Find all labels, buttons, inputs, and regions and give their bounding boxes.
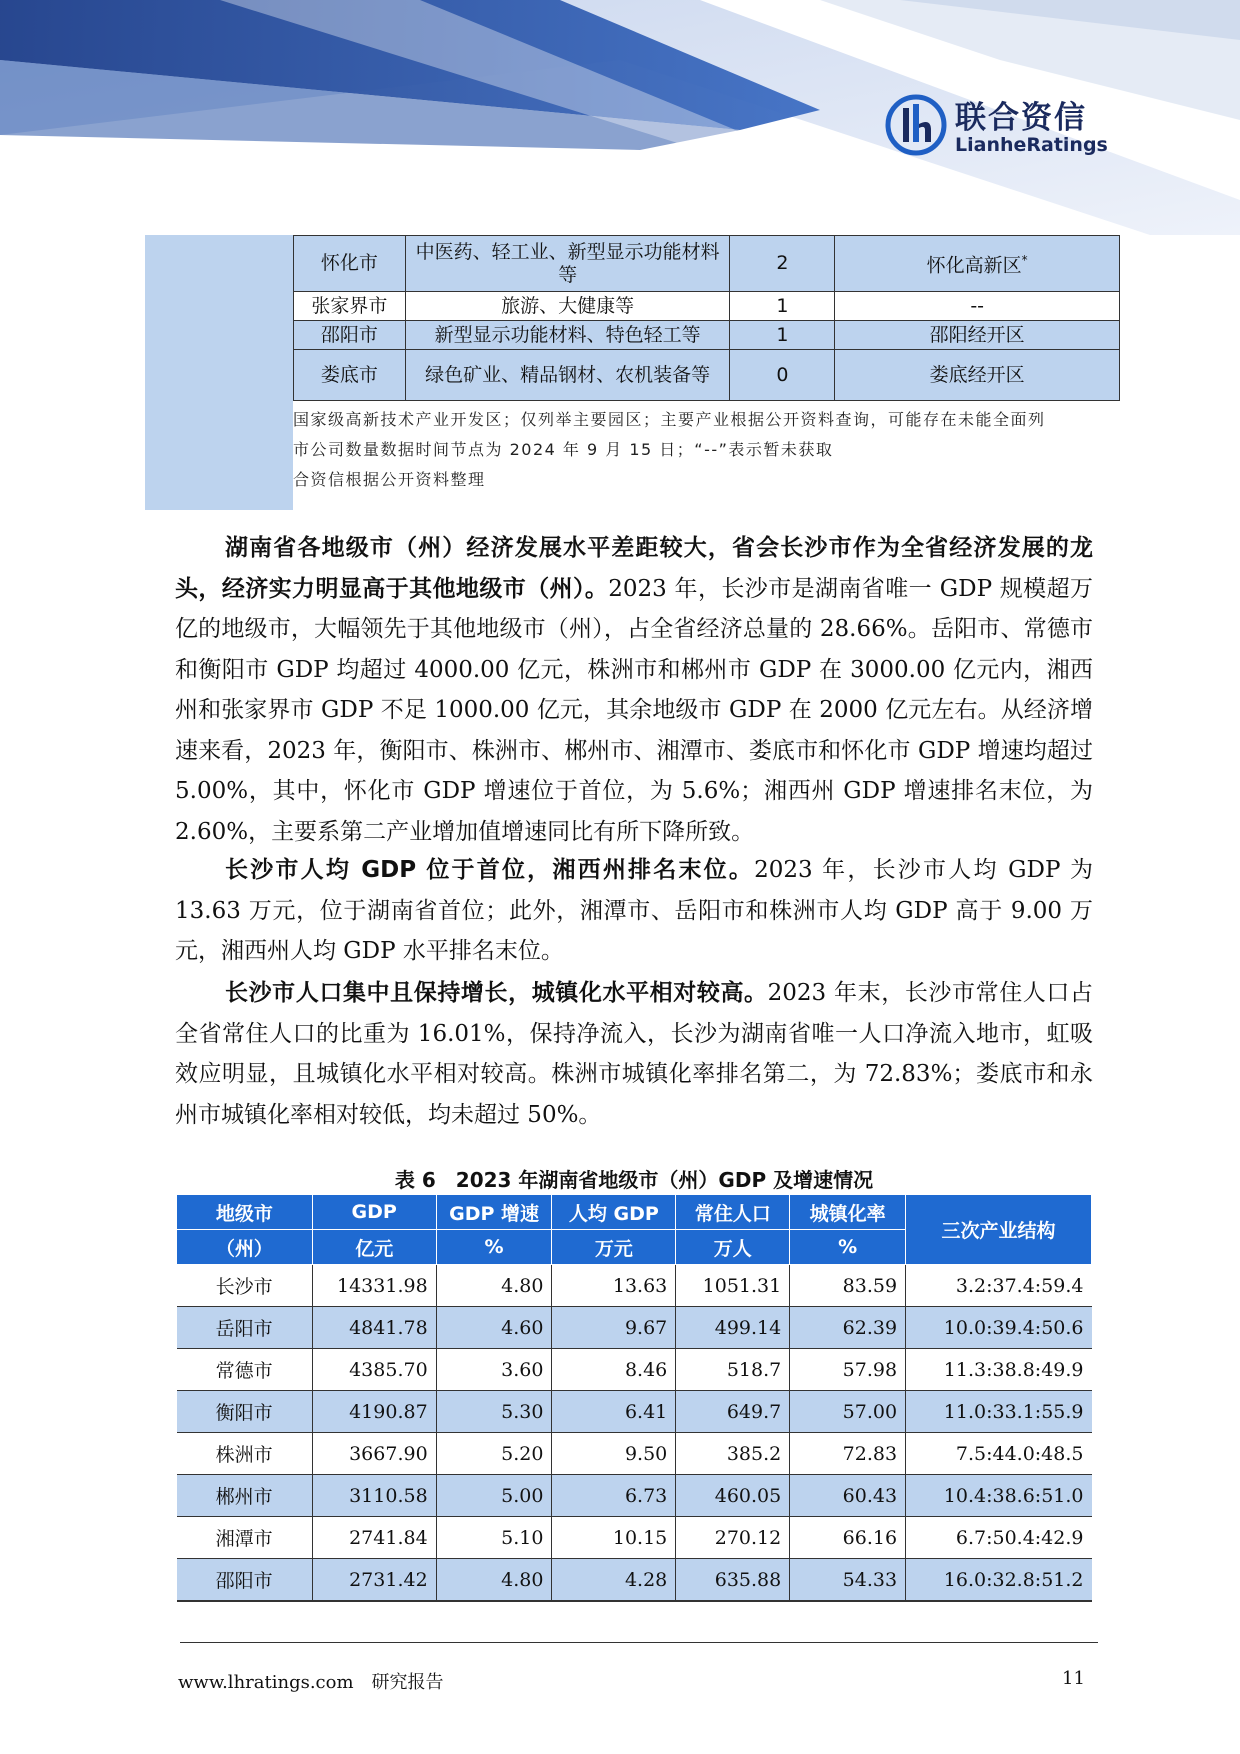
brand-logo <box>885 92 1108 164</box>
note-line: 合资信根据公开资料整理 <box>293 470 486 489</box>
table-row: 衡阳市 4190.87 5.30 6.41 649.7 57.00 11.0:33.1:55.9 <box>177 1391 1092 1433</box>
table-notes <box>293 405 1120 495</box>
header-gdp: GDP <box>312 1195 436 1230</box>
park-cell: -- <box>835 292 1120 321</box>
header-industry-structure: 三次产业结构 <box>906 1195 1092 1265</box>
city-cell: 张家界市 <box>294 292 406 321</box>
count-cell: 1 <box>730 321 835 350</box>
table-row: 邵阳市 2731.42 4.80 4.28 635.88 54.33 16.0:32.8:51.2 <box>177 1559 1092 1602</box>
note-line: 市公司数量数据时间节点为 2024 年 9 月 15 日；“--”表示暂未获取 <box>293 440 834 459</box>
logo-chinese-text: 联合资信 <box>955 100 1087 136</box>
table-row: 湘潭市 2741.84 5.10 10.15 270.12 66.16 6.7:50.4:42.9 <box>177 1517 1092 1559</box>
paragraph-1 <box>175 528 1093 852</box>
gdp-table <box>176 1194 1092 1602</box>
footer-divider <box>180 1642 1098 1643</box>
header-per-capita-unit: 万元 <box>552 1230 676 1265</box>
table-row <box>294 292 1120 321</box>
header-urbanization: 城镇化率 <box>790 1195 906 1230</box>
table-row: 长沙市 14331.98 4.80 13.63 1051.31 83.59 3.2:37.4:59.4 <box>177 1265 1092 1307</box>
city-cell: 怀化市 <box>294 236 406 292</box>
city-cell: 邵阳市 <box>294 321 406 350</box>
table-row <box>294 236 1120 292</box>
industrial-park-table <box>293 235 1120 401</box>
footer-left <box>178 1668 444 1694</box>
paragraph-2-text: 2023 年，长沙市人均 GDP 为 13.63 万元，位于湖南省首位；此外，湘潭市、岳阳市和株洲市人均 GDP 高于 9.00 万元，湘西州人均 GDP 水平排名末位。 <box>175 857 1093 964</box>
city-cell: 娄底市 <box>294 350 406 401</box>
table-header-row <box>177 1195 1092 1230</box>
table-row: 常德市 4385.70 3.60 8.46 518.7 57.98 11.3:38.8:49.9 <box>177 1349 1092 1391</box>
table-row: 郴州市 3110.58 5.00 6.73 460.05 60.43 10.4:38.6:51.0 <box>177 1475 1092 1517</box>
header-city: 地级市 <box>177 1195 313 1230</box>
park-cell: 怀化高新区* <box>835 236 1120 292</box>
paragraph-3-lead: 长沙市人口集中且保持增长，城镇化水平相对较高。 <box>225 980 768 1006</box>
paragraph-3 <box>175 973 1093 1135</box>
footer-label: 研究报告 <box>371 1672 444 1693</box>
header-gdp-unit: 亿元 <box>312 1230 436 1265</box>
header-growth-unit: % <box>436 1230 552 1265</box>
lianhe-logo-icon <box>885 94 947 156</box>
count-cell: 2 <box>730 236 835 292</box>
industry-cell: 中医药、轻工业、新型显示功能材料等 <box>405 236 730 292</box>
table-caption: 表 6 2023 年湖南省地级市（州）GDP 及增速情况 <box>394 1168 874 1192</box>
footer-site-link[interactable]: www.lhratings.com <box>178 1672 354 1693</box>
paragraph-2-lead: 长沙市人均 GDP 位于首位，湘西州排名末位。 <box>225 857 755 883</box>
header-per-capita: 人均 GDP <box>552 1195 676 1230</box>
logo-english-text: LianheRatings <box>955 134 1108 156</box>
table-row <box>294 321 1120 350</box>
industry-cell: 绿色矿业、精品钢材、农机装备等 <box>405 350 730 401</box>
header-population: 常住人口 <box>676 1195 790 1230</box>
paragraph-1-lead: 湖南省各地级市（州）经济发展水平差距较大，省会长沙市作为全省经济发展的龙头，经济实力明显高于其他地级市（州）。 <box>175 535 1093 602</box>
table-row: 岳阳市 4841.78 4.60 9.67 499.14 62.39 10.0:39.4:50.6 <box>177 1307 1092 1349</box>
paragraph-2 <box>175 850 1093 972</box>
header-urbanization-unit: % <box>790 1230 906 1265</box>
park-cell: 娄底经开区 <box>835 350 1120 401</box>
paragraph-1-text: 2023 年，长沙市是湖南省唯一 GDP 规模超万亿的地级市，大幅领先于其他地级市（州），占全省经济总量的 28.66%。岳阳市、常德市和衡阳市 GDP 均超过 4000.00 亿元，株洲市和郴州市 GDP 在 3000.00 亿元内，湘西州和张家界市 GDP 不足 1000.00 亿元，其余地级市 GDP 在 2000 亿元左右。从经济增速来看，2023 年，衡阳市、株洲市、郴州市、湘潭市、娄底市和怀化市 GDP 增速均超过 5.00%，其中，怀化市 GDP 增速位于首位，为 5.6%；湘西州 GDP 增速排名末位，为 2.60%，主要系第二产业增加值增速同比有所下降所致。 <box>175 575 1093 845</box>
header-growth: GDP 增速 <box>436 1195 552 1230</box>
paragraph-3-text: 2023 年末，长沙市常住人口占全省常住人口的比重为 16.01%，保持净流入，长沙为湖南省唯一人口净流入地市，虹吸效应明显，且城镇化水平相对较高。株洲市城镇化率排名第二，为 72.83%；娄底市和永州市城镇化率相对较低，均未超过 50%。 <box>175 980 1093 1128</box>
count-cell: 1 <box>730 292 835 321</box>
table-row: 株洲市 3667.90 5.20 9.50 385.2 72.83 7.5:44.0:48.5 <box>177 1433 1092 1475</box>
industry-cell: 新型显示功能材料、特色轻工等 <box>405 321 730 350</box>
header-city-sub: （州） <box>177 1230 313 1265</box>
header-population-unit: 万人 <box>676 1230 790 1265</box>
top-table-left-shade <box>145 235 293 400</box>
industry-cell: 旅游、大健康等 <box>405 292 730 321</box>
note-line: 国家级高新技术产业开发区；仅列举主要园区；主要产业根据公开资料查询，可能存在未能全面列 <box>293 410 1046 429</box>
count-cell: 0 <box>730 350 835 401</box>
park-cell: 邵阳经开区 <box>835 321 1120 350</box>
table-row <box>294 350 1120 401</box>
notes-left-shade <box>145 400 293 510</box>
page-number: 11 <box>1062 1668 1085 1689</box>
